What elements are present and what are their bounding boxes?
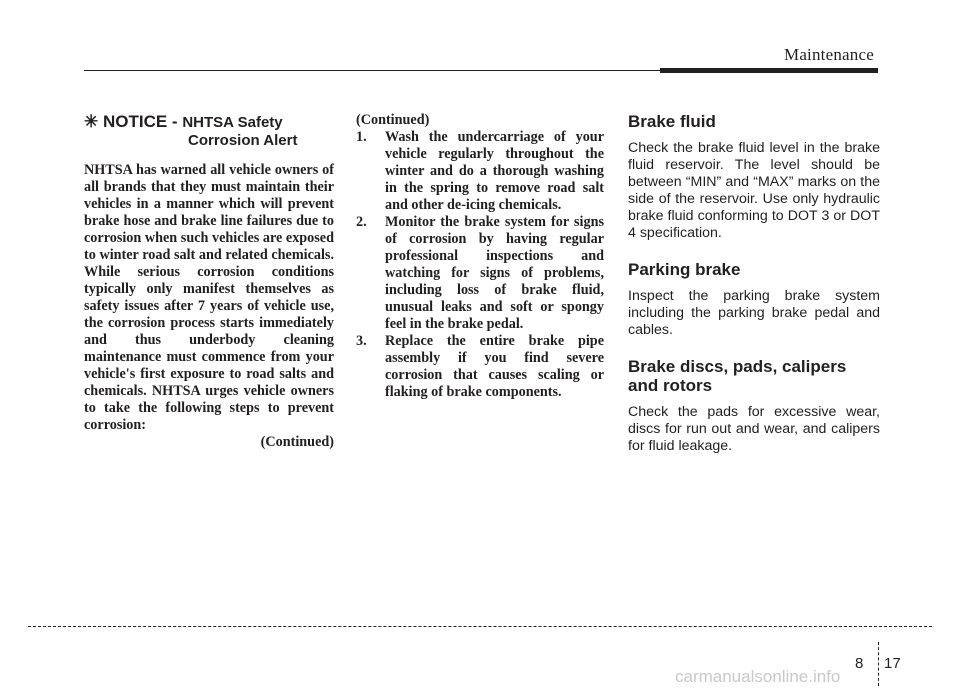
list-item: [356, 214, 604, 333]
continued-column: [356, 112, 604, 401]
footer-divider: [28, 626, 932, 627]
list-item: [356, 129, 604, 214]
asterisk-icon: ✳: [84, 112, 99, 131]
step-text: Replace the entire brake pipe assembly if you find severe corrosion that causes scaling or flaking of brake components.: [385, 333, 604, 400]
step-number: 3.: [356, 333, 367, 349]
section-parking-brake: [628, 260, 880, 339]
header-rule-thick: [660, 68, 878, 73]
step-text: Monitor the brake system for signs of corrosion by having regular professional inspections and watching for signs of problems, including loss of brake fluid, unusual leaks and soft or spongy feel in the brake pedal.: [385, 214, 604, 332]
page-number: 17: [884, 655, 901, 672]
notice-body: NHTSA has warned all vehicle owners of all brands that they must maintain their vehicles in a manner which will prevent brake hose and brake line failures due to corrosion when such vehicles are exposed to winter road salt and related chemicals. While serious corrosion conditions typically only manifest themselves as safety issues after 7 years of vehicle use, the corrosion process starts immediately and thus underbody cleaning maintenance must commence from your vehicle's first exposure to road salts and chemicals. NHTSA urges vehicle owners to take the following steps to prevent corrosion:: [84, 162, 334, 433]
step-text: Wash the undercarriage of your vehicle regularly throughout the winter and do a thorough washing in the spring to remove road salt and other de-icing chemicals.: [385, 129, 604, 213]
notice-column: [84, 112, 334, 451]
section-brake-discs: [628, 357, 880, 455]
list-item: [356, 333, 604, 401]
continued-label: (Continued): [260, 434, 334, 450]
section-brake-fluid: [628, 112, 880, 242]
notice-label: NOTICE -: [102, 112, 183, 131]
notice-title-line2: Corrosion Alert: [188, 132, 298, 149]
section-title: Parking brake: [628, 260, 741, 279]
step-number: 1.: [356, 129, 367, 145]
section-header: Maintenance: [784, 45, 874, 64]
notice-title: [84, 112, 334, 149]
watermark: carmanualsonline.info: [675, 667, 841, 686]
chapter-number: 8: [855, 655, 864, 672]
section-body: Inspect the parking brake system including the parking brake pedal and cables.: [628, 288, 880, 338]
steps-list: [356, 129, 604, 401]
section-title: Brake discs, pads, calipers and rotors: [628, 357, 847, 395]
section-body: Check the brake fluid level in the brake fluid reservoir. The level should be between “MIN” and “MAX” marks on the side of the reservoir. Use only hydraulic brake fluid conforming to DOT 3 or DOT 4 specification.: [628, 140, 880, 241]
maintenance-column: [628, 112, 880, 473]
section-body: Check the pads for excessive wear, discs for run out and wear, and calipers for fluid leakage.: [628, 404, 880, 454]
step-number: 2.: [356, 214, 367, 230]
continued-heading: (Continued): [356, 112, 430, 128]
notice-title-line1: NHTSA Safety: [182, 114, 283, 131]
section-title: Brake fluid: [628, 112, 716, 131]
page-number-divider: [878, 642, 879, 686]
header-rule: [84, 70, 660, 71]
